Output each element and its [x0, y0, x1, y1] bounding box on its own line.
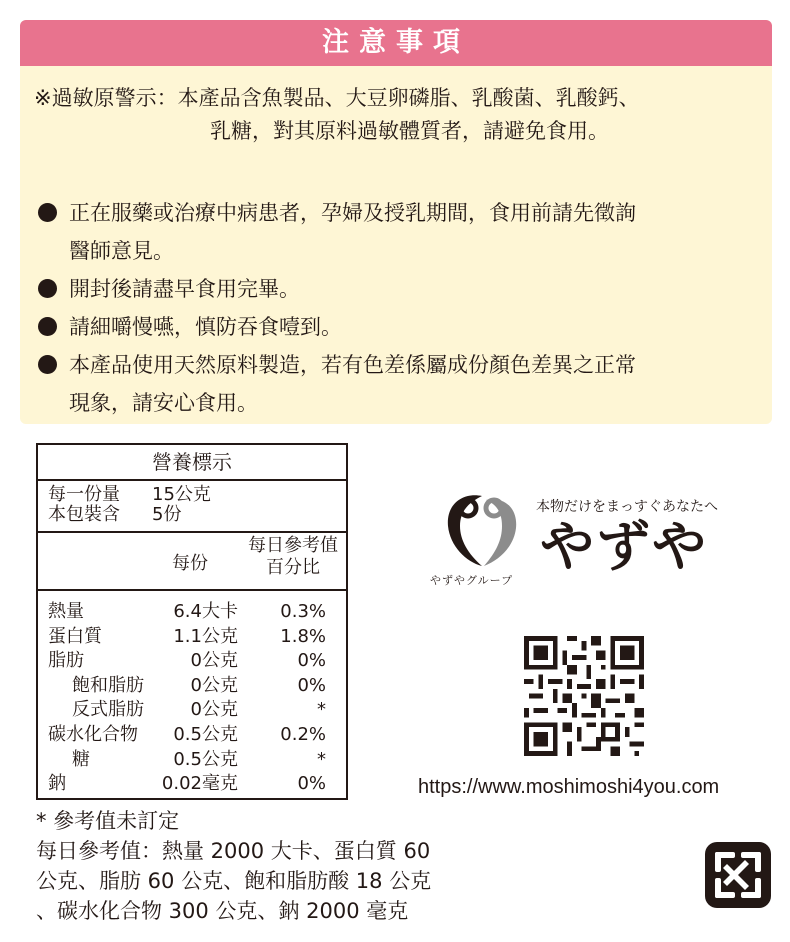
- per-serving-header: 每份: [172, 553, 208, 574]
- nutrient-daily-value: 0.3%: [280, 601, 326, 622]
- nutrient-name: 蛋白質: [48, 625, 102, 647]
- servings-per-pack-value: 5份: [152, 504, 182, 525]
- table-header: [38, 533, 346, 591]
- list-item: [34, 270, 764, 308]
- nutrient-daily-value: 1.8%: [280, 625, 326, 647]
- table-row: [38, 625, 346, 650]
- table-row: [38, 649, 346, 674]
- daily-reference-line-1: 每日參考值：熱量 2000 大卡、蛋白質 60: [36, 839, 431, 863]
- nutrient-per-serving: 0.02毫克: [161, 773, 238, 795]
- nutrient-daily-value: 0.2%: [280, 723, 326, 745]
- yazuya-logo-icon: [438, 488, 524, 570]
- allergen-warning: [34, 82, 764, 148]
- serving-info: [38, 481, 346, 533]
- table-row: [38, 723, 346, 748]
- serving-size-label: 每一份量: [48, 484, 120, 505]
- nutrient-per-serving: 0公克: [190, 674, 238, 696]
- notice-panel: [20, 20, 772, 424]
- website-url: https://www.moshimoshi4you.com: [418, 776, 720, 798]
- servings-per-pack-label: 本包裝含: [48, 504, 120, 525]
- nutrient-name: 飽和脂肪: [72, 674, 144, 696]
- bullet-text: 請細嚼慢嚥，慎防吞食噎到。: [69, 315, 342, 339]
- nutrition-table: [36, 443, 348, 800]
- recycle-icon: [705, 842, 771, 908]
- daily-value-header-line-1: 每日參考值: [248, 535, 338, 556]
- list-item: [34, 194, 764, 270]
- daily-reference-line-3: 、碳水化合物 300 公克、鈉 2000 毫克: [36, 899, 409, 923]
- bullet-text-continued: 醫師意見。: [69, 239, 174, 263]
- nutrition-title: 營養標示: [38, 445, 346, 481]
- daily-value-header: [248, 535, 338, 579]
- nutrient-per-serving: 0.5公克: [173, 723, 238, 745]
- allergen-line-1: ※過敏原警示：本產品含魚製品、大豆卵磷脂、乳酸菌、乳酸鈣、: [34, 86, 640, 110]
- daily-reference-line-2: 公克、脂肪 60 公克、飽和脂肪酸 18 公克: [36, 869, 432, 893]
- nutrient-name: 鈉: [48, 773, 66, 795]
- bullet-icon: [38, 279, 57, 298]
- group-label: やずやグループ: [430, 574, 514, 587]
- nutrient-name: 糖: [72, 748, 90, 770]
- notice-bullet-list: [34, 194, 764, 422]
- qr-code-icon: [524, 636, 644, 756]
- bullet-icon: [38, 355, 57, 374]
- bullet-text-continued: 現象，請安心食用。: [69, 391, 258, 415]
- bullet-icon: [38, 203, 57, 222]
- table-row: [38, 698, 346, 723]
- nutrient-daily-value: *: [317, 699, 326, 721]
- nutrient-per-serving: 0.5公克: [173, 748, 238, 770]
- nutrient-name: 脂肪: [48, 650, 84, 672]
- allergen-line-2: 乳糖，對其原料過敏體質者，請避免食用。: [210, 119, 609, 143]
- serving-size-value: 15公克: [152, 484, 211, 505]
- nutrient-name: 碳水化合物: [48, 723, 138, 745]
- nutrient-per-serving: 1.1公克: [173, 625, 238, 647]
- list-item: [34, 308, 764, 346]
- nutrient-name: 反式脂肪: [72, 699, 144, 721]
- bullet-text: 本產品使用天然原料製造，若有色差係屬成份顏色差異之正常: [69, 353, 636, 377]
- nutrient-name: 熱量: [48, 601, 84, 622]
- brand-name: やずや: [540, 515, 708, 578]
- table-row: [38, 772, 346, 797]
- table-row: [38, 748, 346, 773]
- nutrient-daily-value: 0%: [297, 674, 326, 696]
- brand-slogan: 本物だけをまっすぐあなたへ: [536, 499, 718, 515]
- list-item: [34, 346, 764, 422]
- bullet-text: 正在服藥或治療中病患者，孕婦及授乳期間，食用前請先徵詢: [69, 201, 636, 225]
- nutrient-per-serving: 6.4大卡: [173, 601, 238, 622]
- daily-value-header-line-2: 百分比: [266, 557, 320, 578]
- bullet-text: 開封後請盡早食用完畢。: [69, 277, 300, 301]
- reference-note: [36, 806, 431, 926]
- nutrient-rows: [38, 591, 346, 797]
- table-row: [38, 674, 346, 699]
- table-row: [38, 600, 346, 625]
- nutrient-daily-value: 0%: [297, 773, 326, 795]
- nutrient-per-serving: 0公克: [190, 650, 238, 672]
- nutrient-per-serving: 0公克: [190, 699, 238, 721]
- bullet-icon: [38, 317, 57, 336]
- notice-title: 注意事項: [20, 20, 772, 66]
- nutrient-daily-value: *: [317, 748, 326, 770]
- nutrient-daily-value: 0%: [297, 650, 326, 672]
- footnote: * 參考值未訂定: [36, 809, 180, 833]
